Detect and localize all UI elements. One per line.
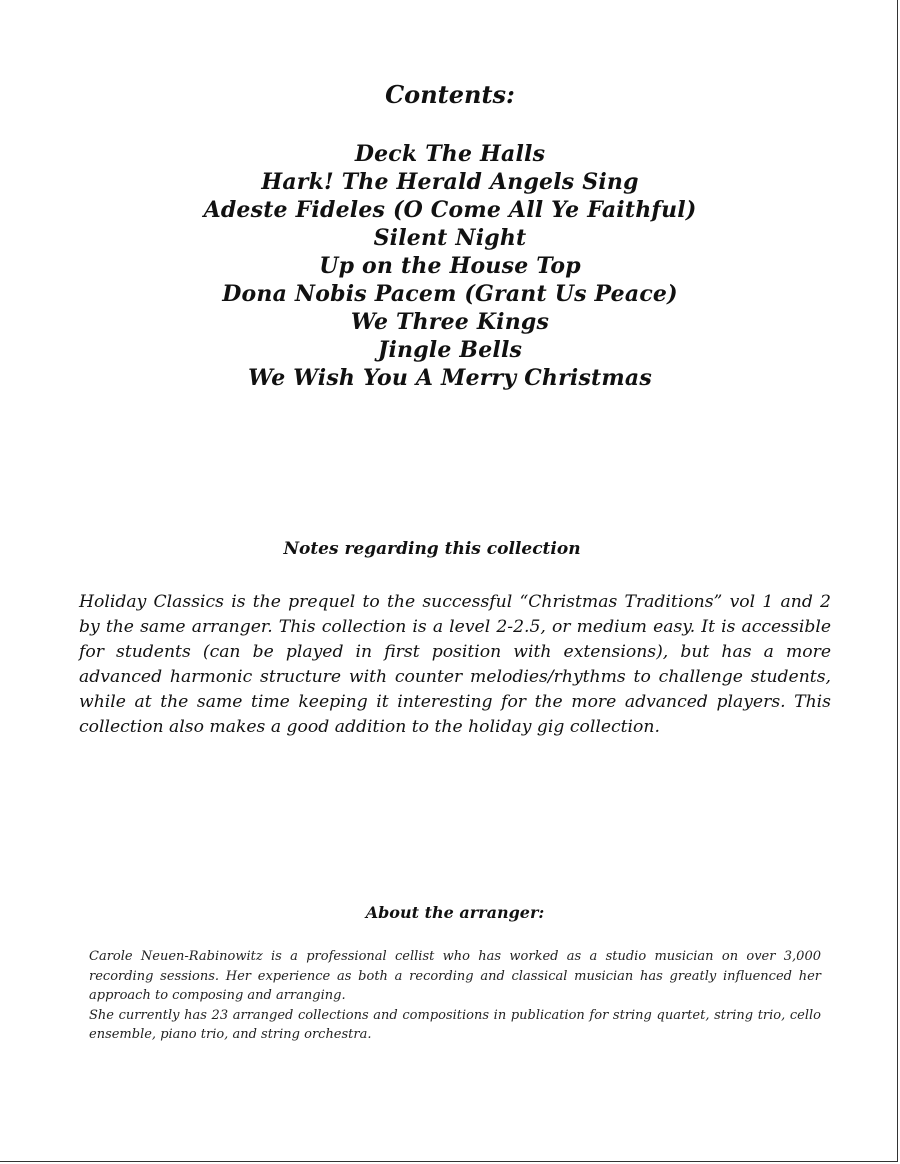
song-title: We Wish You A Merry Christmas <box>248 365 652 391</box>
about-section <box>89 947 821 1045</box>
about-paragraph: She currently has 23 arranged collections and compositions in publication for string quartet, string trio, cello ensemble, piano trio, and string orchestra. <box>89 1007 821 1042</box>
song-title: Silent Night <box>373 225 527 251</box>
notes-heading: Notes regarding this collection <box>283 539 581 559</box>
song-title: Adeste Fideles (O Come All Ye Faithful) <box>203 197 697 223</box>
song-title: We Three Kings <box>350 309 550 335</box>
song-title: Hark! The Herald Angels Sing <box>261 169 639 195</box>
about-paragraph: Carole Neuen-Rabinowitz is a professional cellist who has worked as a studio musician on over 3,000 recording sessions. Her experience as both a recording and classical musician has greatly influenced her approach to composing and arranging. <box>89 949 821 1003</box>
song-title: Deck The Halls <box>354 141 546 167</box>
song-list <box>0 140 900 392</box>
contents-heading: Contents: <box>385 80 515 109</box>
song-title: Jingle Bells <box>377 337 523 363</box>
song-title: Up on the House Top <box>319 253 581 279</box>
song-title: Dona Nobis Pacem (Grant Us Peace) <box>222 281 678 307</box>
notes-paragraph: Holiday Classics is the prequel to the successful “Christmas Traditions” vol 1 and 2 by the same arranger. This collection is a level 2-2.5, or medium easy. It is accessible for students (can be played in first position with extensions), but has a more advanced harmonic structure with counter melodies/rhythms to challenge students, while at the same time keeping it interesting for the more advanced players. This collection also makes a good addition to the holiday gig collection. <box>79 592 831 737</box>
about-heading: About the arranger: <box>365 903 545 922</box>
